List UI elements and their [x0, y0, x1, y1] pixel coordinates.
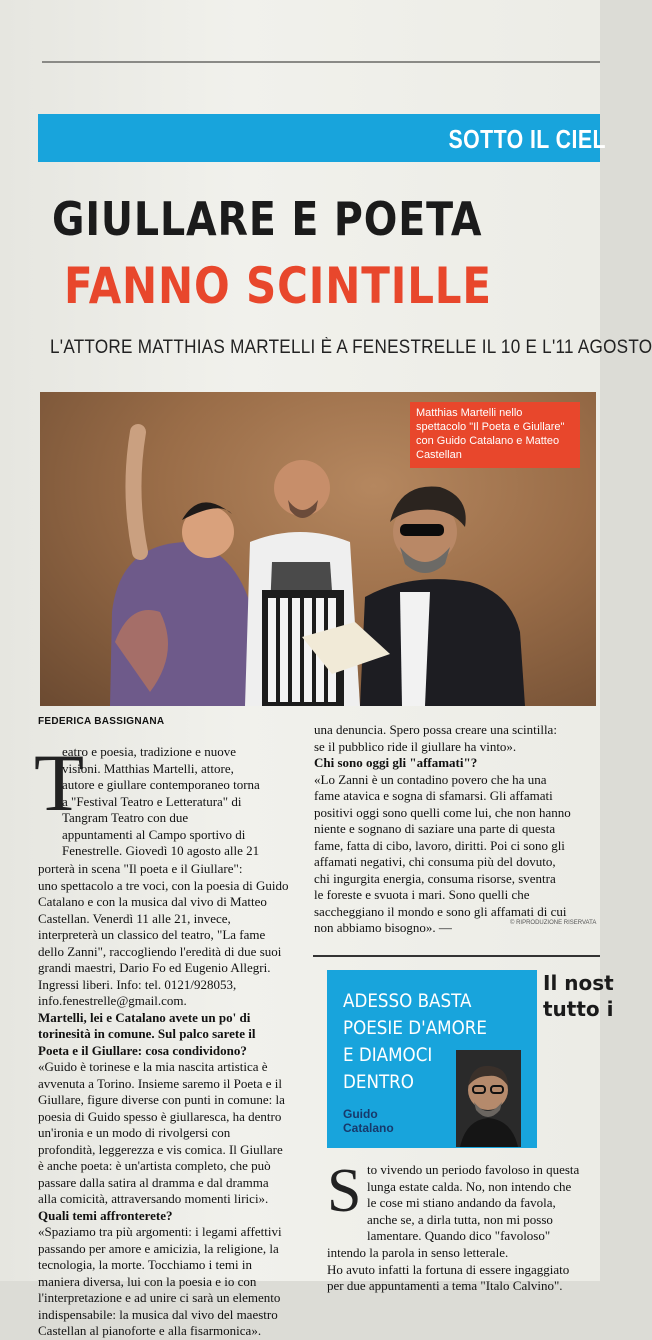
text-line: porterà in scena "Il poeta e il Giullare":	[38, 861, 243, 876]
text-line: autore e giullare contemporaneo torna	[62, 777, 260, 792]
text-line: alla comicità, attraversando momenti lirici».	[38, 1191, 269, 1206]
text-line: affamati negativi, chi consuma più del dovuto,	[314, 854, 556, 869]
text-line: chi ingurgita energia, consuma risorse, sventra	[314, 870, 556, 886]
title-line: DENTRO	[343, 1071, 414, 1093]
author-portrait	[456, 1050, 521, 1147]
text-line: Catalano e con la musica dal vivo di Matteo	[38, 894, 267, 909]
title-line: E DIAMOCI	[343, 1044, 433, 1066]
text-line: Ho avuto infatti la fortuna di essere ingaggiato	[327, 1261, 570, 1277]
text-line: interpreterà un classico del teatro, "La fame	[38, 927, 266, 942]
column-2	[314, 722, 586, 937]
text-line: positivi oggi sono quelli come lui, che non hanno	[314, 804, 571, 820]
heading-line: tutto i	[543, 997, 614, 1021]
text-line: tecnologia, la morte. Tocchiamo i temi in	[38, 1257, 253, 1272]
text-line: appuntamenti al Campo sportivo di	[62, 826, 246, 842]
question-line: Martelli, lei e Catalano avete un po' di	[38, 1009, 251, 1025]
text-line: uno spettacolo a tre voci, con la poesia di Guido	[38, 877, 289, 893]
text-line: visioni. Matthias Martelli, attore,	[62, 760, 234, 776]
text-line: le cose mi stiano andando da favola,	[367, 1195, 556, 1210]
text-line: una denuncia. Spero possa creare una scintilla:	[314, 722, 557, 737]
question-line: Chi sono oggi gli "affamati"?	[314, 755, 478, 770]
text-line: fame atavica e sogna di sfamarsi. Gli affamati	[314, 788, 553, 803]
text-line: dello Zanni", raccogliendo l'eredità di due suoi	[38, 943, 282, 959]
title-line: ADESSO BASTA	[343, 990, 472, 1012]
text-line: a "Festival Teatro e Letteratura" di	[62, 793, 242, 809]
next-article-heading	[543, 970, 614, 1022]
text-line: avvenuta a Torino. Insieme saremo il Poeta e il	[38, 1075, 282, 1091]
text-line: lamentare. Quando dico "favoloso"	[367, 1228, 551, 1243]
text-line: indispensabile: la musica dal vivo del maestro	[38, 1306, 278, 1322]
text-line: maniera diversa, lui con la poesia e io con	[38, 1273, 257, 1289]
section-banner-label: SOTTO IL CIEL	[448, 124, 606, 154]
text-line: Castellan. Venerdì 11 alle 21, invece,	[38, 910, 231, 926]
text-line: saccheggiano il mondo e sono gli affamati di cui	[314, 903, 567, 919]
drop-cap: S	[327, 1157, 362, 1225]
column-3-top	[367, 1162, 585, 1245]
text-line: un'ironia e un modo di rivolgersi con	[38, 1125, 231, 1140]
portrait-illustration	[456, 1050, 521, 1147]
byline: FEDERICA BASSIGNANA	[38, 716, 165, 727]
column-3-bottom	[327, 1245, 587, 1295]
text-line: Giullare, figure diverse con punti in comune: la	[38, 1092, 285, 1107]
text-line: «Spaziamo tra più argomenti: i legami affettivi	[38, 1224, 282, 1239]
text-line: niente e sognano di saziare una parte di questa	[314, 821, 556, 836]
text-line: fame, fatta di cibo, lavoro, diritti. Poi ci sono gli	[314, 837, 565, 853]
text-line: le foreste e svuota i mari. Sono quelli che	[314, 887, 530, 902]
text-line: anche se, a dirla tutta, non mi posso	[367, 1211, 553, 1227]
photo-caption: Matthias Martelli nello spettacolo "Il Poeta e Giullare" con Guido Catalano e Matteo Castellan	[410, 402, 580, 468]
author-line: Guido	[343, 1107, 378, 1121]
reproduction-note: © RIPRODUZIONE RISERVATA	[510, 920, 597, 926]
text-line: passando per amore e amicizia, la religione, la	[38, 1240, 279, 1256]
column-1-top	[62, 744, 307, 860]
text-line: se il pubblico ride il giullare ha vinto».	[314, 738, 517, 754]
text-line: l'interpretazione e ad unire ci sarà un elemento	[38, 1290, 281, 1305]
text-line: grandi maestri, Dario Fo ed Eugenio Allegri.	[38, 960, 271, 975]
text-line: Fenestrelle. Giovedì 10 agosto alle 21	[62, 843, 260, 858]
text-line: non abbiamo bisogno». —	[314, 920, 452, 935]
headline-line-1: GIULLARE E POETA	[52, 192, 483, 246]
text-line: Ingressi liberi. Info: tel. 0121/928053,	[38, 976, 237, 992]
text-line: eatro e poesia, tradizione e nuove	[62, 744, 236, 759]
text-line: Castellan al pianoforte e alla fisarmonica».	[38, 1323, 262, 1338]
question-line: torinesità in comune. Sul palco sarete il	[38, 1026, 256, 1041]
text-line: to vivendo un periodo favoloso in questa	[367, 1162, 580, 1177]
text-line: profondità, leggerezza e vis comica. Il Giullare	[38, 1141, 283, 1157]
text-line: «Lo Zanni è un contadino povero che ha una	[314, 771, 547, 787]
deck-subtitle: L'ATTORE MATTHIAS MARTELLI È A FENESTRELLE IL 10 E L'11 AGOSTO	[50, 337, 652, 358]
column-1-bottom	[38, 861, 308, 1340]
top-rule	[42, 61, 600, 63]
lower-rule	[313, 955, 600, 957]
heading-line: Il nost	[543, 971, 614, 995]
text-line: passare dalla satira al dramma e dal dramma	[38, 1174, 269, 1190]
question-line: Poeta e il Giullare: cosa condividono?	[38, 1042, 247, 1058]
text-line: intendo la parola in senso letterale.	[327, 1245, 509, 1260]
headline-line-2: FANNO SCINTILLE	[64, 257, 492, 315]
title-line: POESIE D'AMORE	[343, 1017, 487, 1039]
text-line: lunga estate calda. No, non intendo che	[367, 1178, 572, 1194]
text-line: poesia di Guido spesso è giullaresca, ha dentro	[38, 1108, 282, 1124]
question-line: Quali temi affronterete?	[38, 1207, 173, 1223]
drop-cap: T	[34, 737, 85, 828]
text-line: è anche poeta: è un'artista completo, che può	[38, 1158, 271, 1173]
author-line: Catalano	[343, 1121, 394, 1135]
text-line: info.fenestrelle@gmail.com.	[38, 993, 187, 1008]
text-line: per due appuntamenti a tema "Italo Calvino".	[327, 1278, 563, 1293]
text-line: Tangram Teatro con due	[62, 810, 189, 825]
column-card-author	[343, 1107, 394, 1135]
text-line: «Guido è torinese e la mia nascita artistica è	[38, 1059, 268, 1074]
